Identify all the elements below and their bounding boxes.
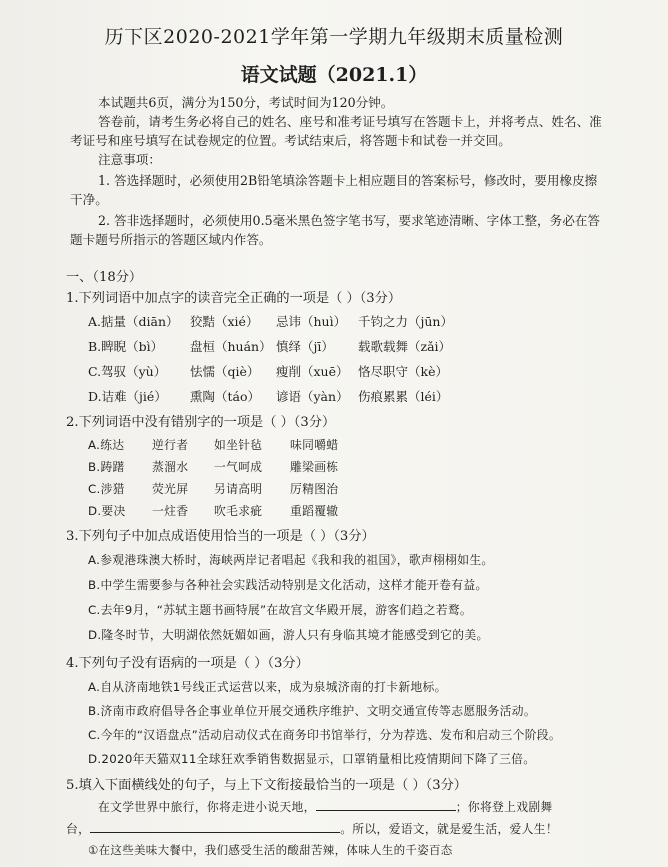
q1-option-b: B.睥睨（bì） (88, 339, 164, 354)
q2-option-b-3: 一气呵成 (214, 460, 263, 474)
q1-option-d-3: 谚语（yàn） (276, 389, 349, 404)
q1-option-d: D.诘难（jié） (88, 389, 167, 404)
q1-option-c-2: 怯懦（qiè） (190, 364, 260, 379)
notice-2a: 2. 答非选择题时，必须使用0.5毫米黑色签字笔书写，要求笔迹清晰、字体工整，务必在答 (98, 213, 601, 228)
q2-option-b-4: 雕梁画栋 (290, 460, 339, 474)
q4-option-c: C.今年的“汉语盘点”活动启动仪式在商务印书馆举行，分为荐选、发布和启动三个阶段。 (88, 728, 561, 742)
q2-option-a-2: 逆行者 (152, 438, 189, 452)
notice-2b: 题卡题号所指示的答题区域内作答。 (70, 232, 272, 247)
q2-option-a: A.练达 (88, 438, 125, 452)
q1-option-d-2: 熏陶（táo） (190, 389, 261, 404)
q3-stem: 3.下列句子中加点成语使用恰当的一项是（ ）（3分） (66, 529, 375, 544)
q1-option-a-2: 狡黠（xié） (190, 314, 259, 329)
q5-passage-end: 。所以，爱语文，就是爱生活，爱人生！ (340, 822, 558, 836)
q1-option-b-3: 慎绎（jī） (276, 339, 334, 354)
q4-option-d: D.2020年天猫双11全球狂欢季销售数据显示，口罩销量相比疫情期间下降了三倍。 (88, 752, 536, 766)
q5-stem: 5.填入下面横线处的句子，与上下文衔接最恰当的一项是（ ）（3分） (66, 778, 467, 793)
q3-option-d: D.隆冬时节，大明湖依然妩媚如画，游人只有身临其境才能感受到它的美。 (88, 628, 489, 642)
q5-item-1: ①在这些美味大餐中，我们感受生活的酸甜苦辣，体味人生的千姿百态 (88, 843, 453, 857)
q5-passage-line-1 (98, 798, 553, 815)
q5-blank-1 (316, 798, 456, 811)
notice-1b: 干净。 (70, 192, 108, 207)
intro-line-2: 答卷前，请考生务必将自己的姓名、座号和准考证号填写在答题卡上，并将考点、姓名、准 (98, 114, 602, 129)
q4-option-a: A.自从济南地铁1号线正式运营以来，成为泉城济南的打卡新地标。 (88, 680, 447, 694)
exam-subtitle: 语文试题（2021.1） (240, 64, 428, 86)
q2-stem: 2.下列词语中没有错别字的一项是（ ）（3分） (66, 415, 336, 430)
q2-option-c: C.涉猎 (88, 482, 125, 496)
q5-passage-start: 在文学世界中旅行，你将走进小说天地， (98, 800, 316, 814)
q1-option-a: A.掂量（diān） (88, 314, 179, 329)
q2-option-d: D.要决 (88, 504, 126, 518)
q5-passage-continue: 台， (66, 822, 91, 836)
q4-stem: 4.下列句子没有语病的一项是（ ）（3分） (66, 656, 309, 671)
q5-passage-line-2 (66, 820, 558, 837)
q3-option-a: A.参观港珠澳大桥时，海峡两岸记者唱起《我和我的祖国》，歌声栩栩如生。 (88, 553, 494, 567)
q3-option-c: C.去年9月，“苏轼主题书画特展”在故宫文华殿开展，游客们趋之若鹜。 (88, 603, 473, 617)
q5-blank-2 (90, 820, 340, 833)
q2-option-a-4: 味同嚼蜡 (290, 438, 339, 452)
q4-option-b: B.济南市政府倡导各企事业单位开展交通秩序维护、文明交通宣传等志愿服务活动。 (88, 704, 536, 718)
q1-option-c-4: 恪尽职守（kè） (358, 364, 448, 379)
q2-option-d-3: 吹毛求疵 (214, 504, 263, 518)
q1-option-b-2: 盘桓（huán） (190, 339, 272, 354)
q2-option-b: B.踌躇 (88, 460, 125, 474)
q2-option-c-4: 厉精图治 (290, 482, 339, 496)
exam-title: 历下区2020-2021学年第一学期九年级期末质量检测 (104, 26, 564, 48)
q5-passage-middle: ；你将登上戏剧舞 (455, 800, 553, 814)
q2-option-b-2: 蒸溜水 (152, 460, 189, 474)
q1-option-a-3: 忌讳（huì） (276, 314, 347, 329)
q2-option-d-2: 一炷香 (152, 504, 189, 518)
q2-option-a-3: 如坐针毡 (214, 438, 263, 452)
intro-line-1: 本试题共6页，满分为150分，考试时间为120分钟。 (98, 95, 394, 110)
q1-option-c: C.驾驭（yù） (88, 364, 167, 379)
q1-stem: 1.下列词语中加点字的读音完全正确的一项是（ ）（3分） (66, 291, 402, 306)
intro-line-3: 考证号和座号填写在试卷规定的位置。考试结束后，将答题卡和试卷一并交回。 (70, 133, 511, 148)
q1-option-d-4: 伤痕累累（léi） (358, 389, 449, 404)
q2-option-d-4: 重蹈覆辙 (290, 504, 339, 518)
notice-title: 注意事项： (98, 152, 161, 167)
q1-option-a-4: 千钧之力（jūn） (358, 314, 453, 329)
q3-option-b: B.中学生需要参与各种社会实践活动特别是文化活动，这样才能开卷有益。 (88, 578, 488, 592)
q1-option-b-4: 载歌载舞（zǎi） (358, 339, 452, 354)
q2-option-c-2: 荧光屏 (152, 482, 189, 496)
notice-1a: 1. 答选择题时，必须使用2B铅笔填涂答题卡上相应题目的答案标号，修改时，要用橡皮擦 (98, 173, 598, 188)
section-1-label: 一、（18分） (66, 270, 143, 285)
q1-option-c-3: 瘦削（xuē） (276, 364, 349, 379)
q2-option-c-3: 另请高明 (214, 482, 263, 496)
